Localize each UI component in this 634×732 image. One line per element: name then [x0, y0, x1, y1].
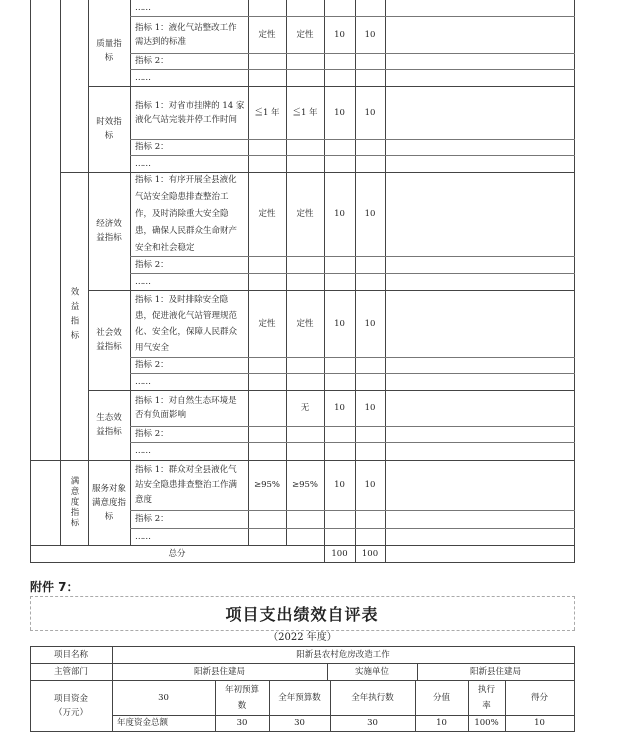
ellipsis-row: ……	[135, 446, 150, 456]
score-economic: 10	[364, 209, 376, 219]
category-satisfaction: 服务对象满意度指标	[92, 483, 127, 522]
dept-value: 阳新县住建局	[193, 666, 245, 677]
weight-timeliness: 10	[334, 107, 345, 118]
category-quality: 质量指标	[96, 39, 122, 63]
indicator-ecological-2: 指标 2：	[135, 429, 169, 439]
total-weight: 100	[331, 548, 348, 559]
ellipsis-row: ……	[135, 3, 150, 13]
weight-social: 10	[334, 318, 345, 329]
target-social: 定性	[258, 318, 276, 329]
score-social: 10	[364, 318, 376, 329]
target-economic: 定性	[258, 209, 276, 219]
ellipsis-row: ……	[135, 531, 150, 542]
indicator-timeliness-1: 指标 1：对省市挂牌的 14 家液化气站完装并停工作时间	[135, 100, 245, 125]
table-title: 项目支出绩效自评表	[225, 605, 379, 624]
weight-satisfaction: 10	[334, 480, 345, 490]
actual-social: 定性	[296, 318, 314, 329]
ellipsis-row: ……	[135, 72, 150, 83]
target-timeliness: ≦1 年	[254, 107, 280, 118]
target-satisfaction: ≥95%	[253, 480, 280, 490]
score-timeliness: 10	[364, 107, 376, 118]
indicator-economic-2: 指标 2：	[135, 259, 169, 270]
col-rate: 执行率	[477, 684, 495, 711]
level1-benefit	[60, 172, 88, 460]
indicator-quality-2: 指标 2：	[135, 56, 169, 66]
actual-satisfaction: ≥95%	[291, 480, 318, 490]
actual-economic: 定性	[296, 209, 314, 219]
col-execution: 全年执行数	[351, 692, 394, 703]
category-timeliness: 时效指标	[96, 117, 122, 141]
row-score: 10	[534, 718, 545, 728]
target-ecological	[248, 390, 286, 426]
row-rate: 100%	[474, 718, 499, 728]
indicator-satisfaction-1: 指标 1：群众对全县液化气站安全隐患排查整治工作满意度	[135, 464, 238, 505]
row-exec: 30	[367, 718, 378, 728]
impl-value: 阳新县住建局	[469, 666, 521, 677]
indicator-timeliness-2: 指标 2：	[135, 142, 169, 152]
impl-label: 实施单位	[354, 666, 389, 677]
target-quality: 定性	[258, 29, 276, 40]
dept-label: 主管部门	[53, 666, 88, 677]
total-score: 100	[361, 548, 379, 559]
ellipsis-row: ……	[135, 276, 150, 287]
level1-satisfaction	[60, 460, 88, 545]
col-full-budget: 全年预算数	[278, 692, 321, 703]
score-ecological: 10	[364, 403, 376, 413]
weight-quality: 10	[334, 29, 345, 40]
row-initial: 30	[236, 718, 248, 728]
row-full: 30	[294, 718, 305, 728]
funds-label	[30, 680, 112, 732]
indicator-social-1: 指标 1：及时排除安全隐患，促进液化气站管理规范化、安全化，保障人民群众用气安全	[135, 294, 238, 353]
level1-benefit-label: 效益指标	[69, 287, 79, 345]
weight-economic: 10	[334, 209, 345, 219]
category-economic: 经济效益指标	[96, 219, 122, 243]
project-name-label: 项目名称	[53, 649, 88, 660]
indicator-satisfaction-2: 指标 2：	[135, 514, 169, 524]
appendix-heading: 附件 7：	[30, 580, 79, 594]
actual-timeliness: ≦1 年	[292, 107, 318, 118]
indicator-quality-1: 指标 1：液化气站整改工作需达到的标准	[135, 22, 237, 47]
actual-quality: 定性	[296, 29, 314, 40]
col-score: 得分	[530, 692, 548, 703]
ellipsis-row: ……	[135, 158, 150, 169]
ellipsis-row: ……	[135, 376, 150, 387]
col-initial-budget: 年初预算数	[224, 684, 259, 711]
level1-satisfaction-label: 满意度指标	[69, 476, 79, 529]
indicator-social-2: 指标 2：	[135, 360, 169, 370]
funds-header-value: 30	[158, 692, 169, 703]
project-name-value: 阳新县农村危房改造工作	[296, 649, 390, 660]
indicator-economic-1: 指标 1：有序开展全县液化气站安全隐患排查整治工作，及时消除重大安全隐患，确保人民群众生命财产安全和社会稳定	[135, 174, 238, 253]
total-label: 总分	[168, 548, 186, 559]
category-ecological: 生态效益指标	[96, 413, 122, 437]
indicator-ecological-1: 指标 1：对自然生态环境是否有负面影响	[135, 396, 237, 420]
row-total-label: 年度资金总额	[117, 718, 169, 728]
actual-ecological: 无	[300, 403, 310, 413]
category-social: 社会效益指标	[96, 328, 122, 352]
weight-ecological: 10	[334, 403, 345, 413]
score-quality: 10	[364, 29, 376, 40]
funds-label-line2: （万元）	[53, 708, 88, 718]
row-weight: 10	[436, 718, 447, 728]
year-label: （2022 年度）	[268, 632, 337, 643]
col-weight: 分值	[432, 692, 450, 703]
score-satisfaction: 10	[364, 480, 376, 490]
funds-label-line1: 项目资金	[53, 694, 88, 704]
